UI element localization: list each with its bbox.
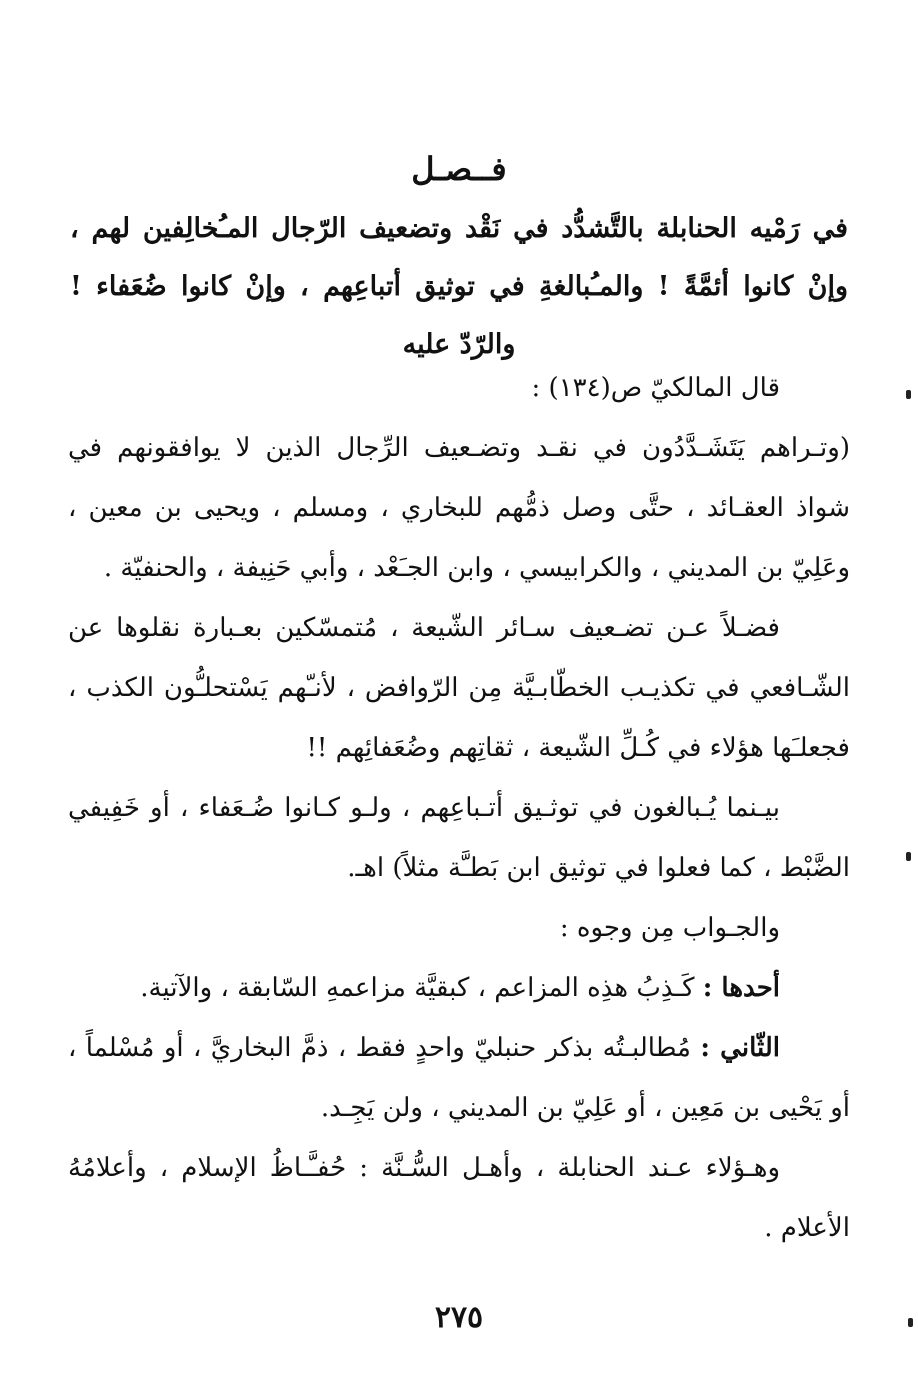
first-point bbox=[68, 958, 850, 1018]
scan-mark bbox=[906, 390, 911, 399]
section-subtitle: في رَمْيه الحنابلة بالتَّشدُّد في نَقْد وتضعيف الرّجال المـُخالِفين لهم ، وإنْ كانوا أئمَّةً ! والمـُبالغةِ في توثيق أتباعِهم ، وإنْ كانوا ضُعَفاء ! والرّدّ عليه bbox=[70, 213, 848, 360]
quote-paragraph-2: فضـلاً عـن تضـعيف سـائر الشّيعة ، مُتمسّكين بعـبارة نقلوها عن الشّـافعي في تكذيـب الخطّابـيَّة مِن الرّوافض ، لأنـّهم يَسْتحلـُّون الكذب ، فجعلـَها هؤلاء في كُـلِّ الشّيعة ، ثقاتِهم وضُعَفائِهم !! bbox=[68, 613, 850, 763]
second-point-label: الثّاني : bbox=[700, 1033, 780, 1063]
first-point-text: كَـذِبُ هذِه المزاعم ، كبقيَّة مزاعمهِ السّابقة ، والآتية. bbox=[140, 973, 695, 1003]
closing-paragraph: وهـؤلاء عـند الحنابلة ، وأهـل السُّـنَّة : حُفـَّـاظُ الإسلام ، وأعلامُهُ الأعلام . bbox=[68, 1153, 850, 1243]
first-point-label: أحدها : bbox=[702, 973, 780, 1003]
quote-paragraph-3: بيـنما يُـبالغون في توثـيق أتـباعِهم ، ولـو كـانوا ضُـعَفاء ، أو خَفِيفي الضَّبْط ، كما فعلوا في توثيق ابن بَطـَّة مثلاً) اهـ. bbox=[68, 793, 850, 883]
scan-mark bbox=[908, 1318, 913, 1327]
intro-line: قال المالكيّ ص(١٣٤) : bbox=[531, 373, 780, 403]
page-body bbox=[68, 358, 850, 1258]
answer-intro: والجـواب مِن وجوه : bbox=[559, 913, 780, 943]
scan-mark bbox=[906, 852, 911, 861]
page-number: ٢٧٥ bbox=[434, 1300, 484, 1335]
quote-paragraph-1: (وتـراهم يَتَشَـدَّدُون في نقـد وتضـعيف الرِّجال الذين لا يوافقونهم في شواذ العقـائد ، حتَّى وصل ذمُّهم للبخاري ، ومسلم ، ويحيى بن معين ، وعَلِيّ بن المديني ، والكرابيسي ، وابن الجـَعْد ، وأبي حَنِيفة ، والحنفيّة . bbox=[68, 433, 850, 583]
second-point bbox=[68, 1018, 850, 1138]
section-heading: فــصـل bbox=[411, 150, 507, 188]
second-point-text: مُطالبـتُه بذكر حنبليّ واحدٍ فقط ، ذمَّ البخاريَّ ، أو مُسْلماً ، أو يَحْيى بن مَعِين ، أو عَلِيّ بن المديني ، ولن يَجِـد. bbox=[68, 1033, 850, 1123]
